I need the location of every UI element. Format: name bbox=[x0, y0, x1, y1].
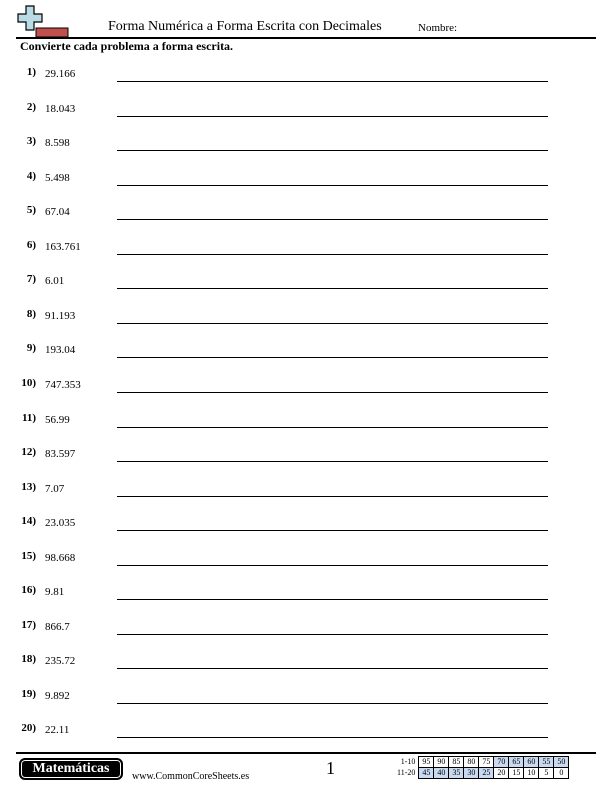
problem-value: 163.761 bbox=[45, 240, 81, 253]
score-cell: 75 bbox=[479, 757, 494, 768]
answer-line[interactable] bbox=[117, 392, 548, 393]
score-cell: 20 bbox=[494, 768, 509, 779]
answer-line[interactable] bbox=[117, 703, 548, 704]
answer-line[interactable] bbox=[117, 288, 548, 289]
answer-line[interactable] bbox=[117, 496, 548, 497]
problem-number: 20) bbox=[21, 722, 36, 735]
problem-number: 6) bbox=[26, 238, 36, 251]
problem-number: 19) bbox=[21, 687, 36, 700]
problem-number: 11) bbox=[21, 411, 36, 424]
score-cell: 65 bbox=[509, 757, 524, 768]
problem-number: 1) bbox=[26, 66, 36, 78]
score-row bbox=[396, 768, 569, 779]
score-cell: 55 bbox=[539, 757, 554, 768]
problem-number: 12) bbox=[21, 446, 36, 459]
answer-line[interactable] bbox=[117, 219, 548, 220]
problem-number: 15) bbox=[21, 549, 36, 562]
problem-number: 5) bbox=[26, 204, 36, 217]
score-row bbox=[396, 757, 569, 768]
answer-line[interactable] bbox=[117, 323, 548, 324]
problem-value: 91.193 bbox=[45, 309, 76, 322]
problem-row bbox=[0, 101, 612, 131]
problem-row bbox=[0, 653, 612, 683]
problem-row bbox=[0, 170, 612, 200]
brand-badge: Matemáticas bbox=[19, 758, 123, 780]
problem-row bbox=[0, 273, 612, 303]
answer-line[interactable] bbox=[117, 634, 548, 635]
problem-row bbox=[0, 135, 612, 165]
score-cell: 60 bbox=[524, 757, 539, 768]
problem-row bbox=[0, 204, 612, 234]
answer-line[interactable] bbox=[117, 668, 548, 669]
footer-divider bbox=[16, 752, 596, 754]
page-number: 1 bbox=[326, 758, 335, 778]
score-cell: 35 bbox=[449, 768, 464, 779]
problem-row bbox=[0, 239, 612, 269]
problem-row bbox=[0, 412, 612, 442]
problem-value: 193.04 bbox=[45, 344, 76, 357]
problem-value: 83.597 bbox=[45, 448, 76, 461]
problem-row bbox=[0, 584, 612, 614]
answer-line[interactable] bbox=[117, 185, 548, 186]
problem-row bbox=[0, 515, 612, 545]
problem-value: 7.07 bbox=[45, 482, 65, 495]
answer-line[interactable] bbox=[117, 150, 548, 151]
problem-value: 9.81 bbox=[45, 586, 65, 599]
answer-line[interactable] bbox=[117, 357, 548, 358]
problem-value: 23.035 bbox=[45, 517, 76, 530]
score-cell: 30 bbox=[464, 768, 479, 779]
score-table bbox=[396, 756, 569, 779]
score-cell: 80 bbox=[464, 757, 479, 768]
problem-value: 67.04 bbox=[45, 206, 70, 219]
problem-number: 4) bbox=[26, 169, 36, 182]
answer-line[interactable] bbox=[117, 461, 548, 462]
answer-line[interactable] bbox=[117, 254, 548, 255]
problem-number: 10) bbox=[21, 376, 36, 389]
problem-row bbox=[0, 308, 612, 338]
problem-value: 6.01 bbox=[45, 275, 65, 288]
answer-line[interactable] bbox=[117, 116, 548, 117]
problem-number: 3) bbox=[26, 135, 36, 148]
problem-row bbox=[0, 550, 612, 580]
score-cell: 10 bbox=[524, 768, 539, 779]
answer-line[interactable] bbox=[117, 427, 548, 428]
problem-value: 22.11 bbox=[45, 724, 70, 737]
problem-number: 9) bbox=[26, 342, 36, 355]
score-cell: 45 bbox=[419, 768, 434, 779]
page-title: Forma Numérica a Forma Escrita con Decimales bbox=[108, 19, 382, 34]
website-text: www.CommonCoreSheets.es bbox=[132, 771, 250, 782]
name-label: Nombre: bbox=[418, 22, 458, 34]
problem-number: 13) bbox=[21, 480, 36, 493]
score-cell: 5 bbox=[539, 768, 554, 779]
score-cell: 0 bbox=[554, 768, 569, 779]
score-row-label: 11-20 bbox=[397, 768, 416, 777]
problem-value: 98.668 bbox=[45, 551, 76, 564]
score-cell: 50 bbox=[554, 757, 569, 768]
problem-value: 56.99 bbox=[45, 413, 70, 426]
problem-number: 14) bbox=[21, 515, 36, 528]
problem-row bbox=[0, 688, 612, 718]
answer-line[interactable] bbox=[117, 565, 548, 566]
answer-line[interactable] bbox=[117, 530, 548, 531]
problem-number: 7) bbox=[26, 273, 36, 286]
problem-row bbox=[0, 377, 612, 407]
problem-row bbox=[0, 446, 612, 476]
problem-value: 18.043 bbox=[45, 102, 76, 115]
score-cell: 40 bbox=[434, 768, 449, 779]
problem-value: 8.598 bbox=[45, 137, 70, 150]
problem-row bbox=[0, 722, 612, 752]
answer-line[interactable] bbox=[117, 599, 548, 600]
problem-number: 17) bbox=[21, 618, 36, 631]
score-cell: 90 bbox=[434, 757, 449, 768]
problem-value: 9.892 bbox=[45, 689, 70, 702]
problem-number: 8) bbox=[26, 307, 36, 320]
score-cell: 85 bbox=[449, 757, 464, 768]
problem-value: 5.498 bbox=[45, 171, 70, 184]
answer-line[interactable] bbox=[117, 737, 548, 738]
problem-number: 18) bbox=[21, 653, 36, 666]
score-cell: 25 bbox=[479, 768, 494, 779]
problem-value: 235.72 bbox=[45, 655, 76, 668]
problem-row bbox=[0, 619, 612, 649]
score-cell: 95 bbox=[419, 757, 434, 768]
score-cell: 70 bbox=[494, 757, 509, 768]
instructions: Convierte cada problema a forma escrita. bbox=[20, 39, 234, 53]
score-cell: 15 bbox=[509, 768, 524, 779]
problem-row bbox=[0, 66, 612, 96]
problem-number: 16) bbox=[21, 584, 36, 597]
plus-minus-logo-icon bbox=[16, 4, 70, 38]
problem-row bbox=[0, 481, 612, 511]
problem-value: 29.166 bbox=[45, 68, 76, 80]
problem-value: 747.353 bbox=[45, 378, 81, 391]
answer-line[interactable] bbox=[117, 81, 548, 82]
score-row-label: 1-10 bbox=[400, 757, 416, 766]
problem-number: 2) bbox=[26, 100, 36, 113]
problem-row bbox=[0, 342, 612, 372]
problem-value: 866.7 bbox=[45, 620, 70, 633]
